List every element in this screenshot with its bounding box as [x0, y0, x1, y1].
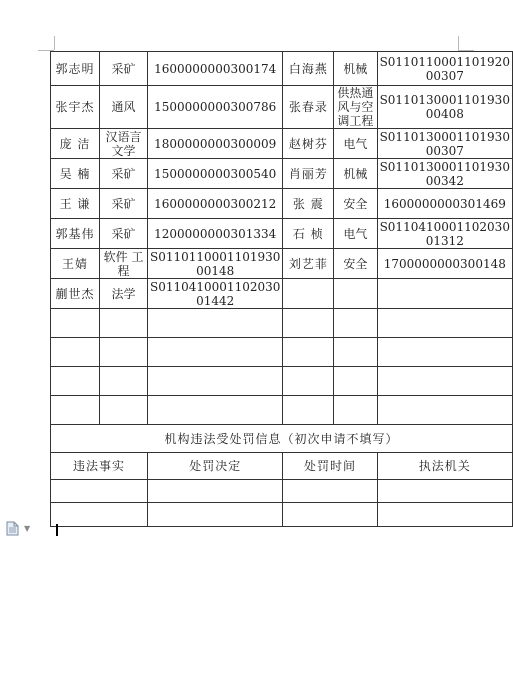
header-penalty-time[interactable]: 处罚时间: [283, 453, 377, 480]
empty-cell[interactable]: [148, 309, 283, 338]
name-cell[interactable]: 王 谦: [51, 189, 100, 219]
cert-cell[interactable]: 1200000000301334: [148, 219, 283, 249]
crop-mark: [54, 36, 56, 50]
empty-cell[interactable]: [100, 396, 148, 425]
empty-cell[interactable]: [148, 480, 283, 503]
major-cell[interactable]: 采矿: [100, 219, 148, 249]
cert-cell[interactable]: 1700000000300148: [377, 249, 512, 279]
cert-cell[interactable]: S0110130001101930 00342: [377, 159, 512, 189]
empty-cell[interactable]: [51, 309, 100, 338]
penalty-section-row: [51, 425, 513, 453]
name-cell[interactable]: 张春录: [283, 86, 334, 129]
cert-cell[interactable]: 1600000000300174: [148, 52, 283, 86]
header-penalty-decision[interactable]: 处罚决定: [148, 453, 283, 480]
name-cell[interactable]: 肖丽芳: [283, 159, 334, 189]
empty-cell[interactable]: [377, 367, 512, 396]
empty-cell[interactable]: [148, 396, 283, 425]
empty-row: [51, 309, 513, 338]
empty-cell[interactable]: [51, 503, 148, 527]
major-cell[interactable]: 采矿: [100, 159, 148, 189]
empty-cell[interactable]: [283, 396, 334, 425]
major-cell[interactable]: 汉语言 文学: [100, 129, 148, 159]
cert-cell[interactable]: 1600000000301469: [377, 189, 512, 219]
empty-cell[interactable]: [283, 338, 334, 367]
empty-cell[interactable]: [377, 309, 512, 338]
name-cell[interactable]: 蒯世杰: [51, 279, 100, 309]
major-cell[interactable]: 安全: [334, 189, 377, 219]
document-icon[interactable]: [6, 521, 19, 536]
empty-cell[interactable]: [148, 503, 283, 527]
empty-cell[interactable]: [100, 338, 148, 367]
empty-row: [51, 338, 513, 367]
penalty-header-row: [51, 453, 513, 480]
name-cell[interactable]: 赵树芬: [283, 129, 334, 159]
empty-cell[interactable]: [283, 309, 334, 338]
major-cell[interactable]: 电气: [334, 129, 377, 159]
name-cell[interactable]: 石 桢: [283, 219, 334, 249]
empty-cell[interactable]: [51, 367, 100, 396]
empty-cell[interactable]: [377, 396, 512, 425]
empty-cell[interactable]: [51, 396, 100, 425]
empty-cell[interactable]: [377, 338, 512, 367]
empty-cell[interactable]: [334, 309, 377, 338]
major-cell[interactable]: 电气: [334, 219, 377, 249]
empty-cell[interactable]: [51, 480, 148, 503]
name-cell[interactable]: 刘艺菲: [283, 249, 334, 279]
name-cell[interactable]: 王婧: [51, 249, 100, 279]
cert-cell[interactable]: 1800000000300009: [148, 129, 283, 159]
header-violation-facts[interactable]: 违法事实: [51, 453, 148, 480]
empty-cell[interactable]: [334, 396, 377, 425]
penalty-section-title[interactable]: 机构违法受处罚信息（初次申请不填写）: [51, 425, 513, 453]
empty-cell[interactable]: [51, 338, 100, 367]
dropdown-arrow-icon[interactable]: ▼: [24, 524, 31, 533]
major-cell[interactable]: 采矿: [100, 189, 148, 219]
personnel-table: [50, 51, 513, 527]
cert-cell[interactable]: S0110130001101930 00408: [377, 86, 512, 129]
penalty-row: [51, 503, 513, 527]
table-row: [51, 52, 513, 86]
name-cell[interactable]: 庞 洁: [51, 129, 100, 159]
major-cell[interactable]: 机械: [334, 159, 377, 189]
empty-cell[interactable]: [100, 309, 148, 338]
empty-cell[interactable]: [334, 338, 377, 367]
empty-cell[interactable]: [283, 279, 334, 309]
cert-cell[interactable]: S0110110001101930 00148: [148, 249, 283, 279]
empty-row: [51, 396, 513, 425]
table-row: [51, 159, 513, 189]
major-cell[interactable]: 法学: [100, 279, 148, 309]
crop-mark: [458, 36, 460, 50]
table-row: [51, 129, 513, 159]
major-cell[interactable]: 软件 工程: [100, 249, 148, 279]
table-row: [51, 279, 513, 309]
cert-cell[interactable]: 1500000000300786: [148, 86, 283, 129]
empty-cell[interactable]: [100, 367, 148, 396]
table-row: [51, 189, 513, 219]
penalty-row: [51, 480, 513, 503]
name-cell[interactable]: 郭基伟: [51, 219, 100, 249]
empty-cell[interactable]: [334, 367, 377, 396]
cert-cell[interactable]: S0110410001102030 01442: [148, 279, 283, 309]
major-cell[interactable]: 采矿: [100, 52, 148, 86]
table-row: [51, 219, 513, 249]
major-cell[interactable]: 供热通 风与空 调工程: [334, 86, 377, 129]
empty-cell[interactable]: [377, 503, 512, 527]
header-enforcement-agency[interactable]: 执法机关: [377, 453, 512, 480]
major-cell[interactable]: 通风: [100, 86, 148, 129]
name-cell[interactable]: 白海燕: [283, 52, 334, 86]
cert-cell[interactable]: 1500000000300540: [148, 159, 283, 189]
empty-cell[interactable]: [283, 367, 334, 396]
cert-cell[interactable]: S0110110001101920 00307: [377, 52, 512, 86]
empty-row: [51, 367, 513, 396]
empty-cell[interactable]: [377, 480, 512, 503]
text-cursor: [56, 524, 58, 536]
name-cell[interactable]: 张 震: [283, 189, 334, 219]
cert-cell[interactable]: 1600000000300212: [148, 189, 283, 219]
empty-cell[interactable]: [148, 338, 283, 367]
empty-cell[interactable]: [283, 480, 377, 503]
name-cell[interactable]: 张宇杰: [51, 86, 100, 129]
empty-cell[interactable]: [377, 279, 512, 309]
major-cell[interactable]: 机械: [334, 52, 377, 86]
empty-cell[interactable]: [148, 367, 283, 396]
name-cell[interactable]: 郭志明: [51, 52, 100, 86]
empty-cell[interactable]: [283, 503, 377, 527]
table-row: [51, 86, 513, 129]
cert-cell[interactable]: S0110130001101930 00307: [377, 129, 512, 159]
cert-cell[interactable]: S0110410001102030 01312: [377, 219, 512, 249]
major-cell[interactable]: 安全: [334, 249, 377, 279]
empty-cell[interactable]: [334, 279, 377, 309]
table-row: [51, 249, 513, 279]
name-cell[interactable]: 吴 楠: [51, 159, 100, 189]
